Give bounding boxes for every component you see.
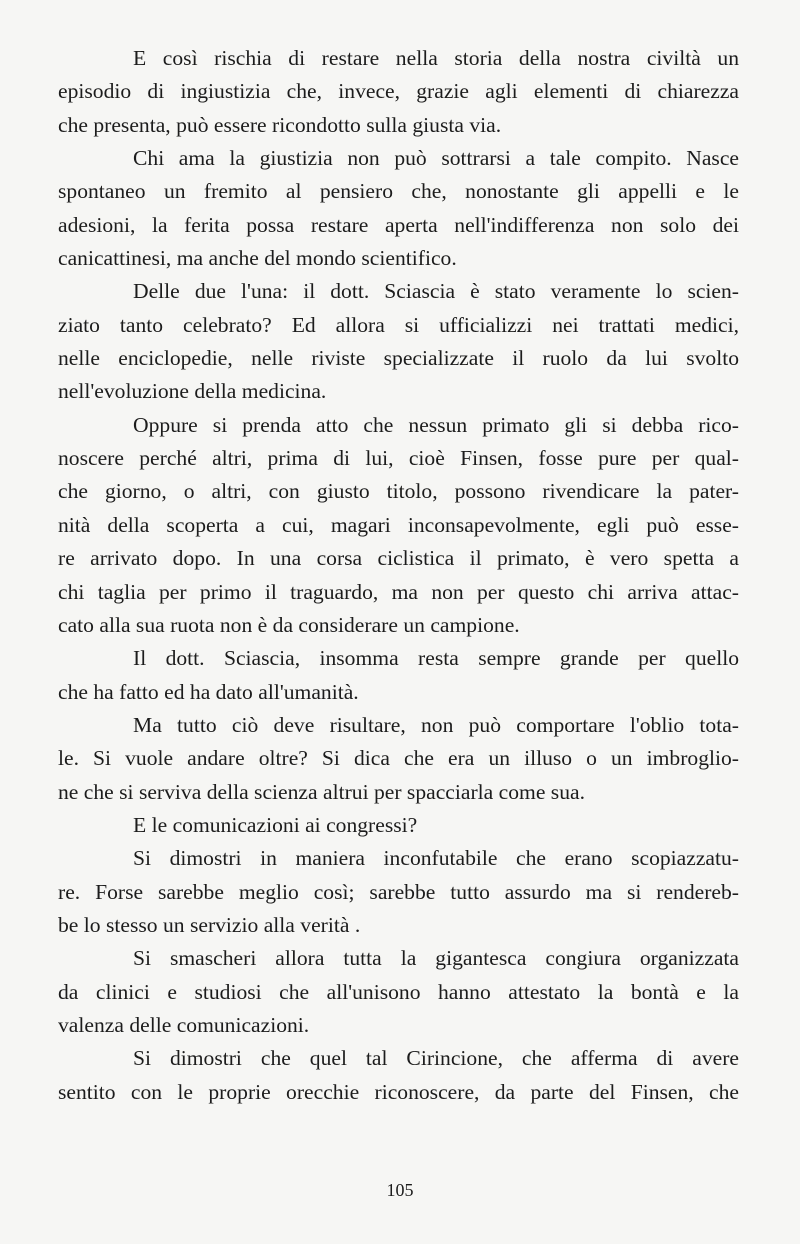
text-line: sentito con le proprie orecchie riconoscere, da parte del Finsen, che: [58, 1079, 739, 1104]
text-line: che giorno, o altri, con giusto titolo, possono rivendicare la pater-: [58, 479, 739, 504]
text-line: adesioni, la ferita possa restare aperta nell'indifferenza non solo dei: [58, 212, 739, 237]
page-number: 105: [386, 1180, 414, 1200]
text-line: che presenta, può essere ricondotto sulla giusta via.: [58, 112, 502, 137]
text-line: E così rischia di restare nella storia della nostra civiltà un: [133, 46, 739, 70]
text-line: ziato tanto celebrato? Ed allora si ufficializzi nei trattati medici,: [58, 312, 739, 337]
text-line: Si dimostri in maniera inconfutabile che erano scopiazzatu-: [133, 846, 739, 871]
text-line: canicattinesi, ma anche del mondo scientifico.: [58, 246, 457, 271]
text-line: chi taglia per primo il traguardo, ma non per questo chi arriva attac-: [58, 579, 739, 604]
text-line: Oppure si prenda atto che nessun primato gli si debba rico-: [133, 412, 739, 437]
text-line: cato alla sua ruota non è da considerare un campione.: [58, 612, 520, 637]
text-line: nità della scoperta a cui, magari inconsapevolmente, egli può esse-: [58, 512, 739, 537]
text-line: episodio di ingiustizia che, invece, grazie agli elementi di chiarezza: [58, 79, 739, 104]
body-text: [58, 42, 739, 1109]
text-line: Chi ama la giustizia non può sottrarsi a tale compito. Nasce: [133, 146, 739, 171]
text-line: re arrivato dopo. In una corsa ciclistica il primato, è vero spetta a: [58, 546, 739, 571]
text-line: E le comunicazioni ai congressi?: [133, 812, 418, 837]
text-line: le. Si vuole andare oltre? Si dica che era un illuso o un imbroglio-: [58, 746, 739, 771]
text-line: noscere perché altri, prima di lui, cioè Finsen, fosse pure per qual-: [58, 446, 739, 471]
text-line: Delle due l'una: il dott. Sciascia è stato veramente lo scien-: [133, 279, 739, 304]
text-line: da clinici e studiosi che all'unisono hanno attestato la bontà e la: [58, 979, 739, 1004]
text-line: ne che si serviva della scienza altrui per spacciarla come sua.: [58, 779, 585, 804]
text-line: nelle enciclopedie, nelle riviste specializzate il ruolo da lui svolto: [58, 346, 739, 371]
text-line: nell'evoluzione della medicina.: [58, 379, 327, 404]
text-line: Si smascheri allora tutta la gigantesca congiura organizzata: [133, 946, 739, 971]
text-line: Ma tutto ciò deve risultare, non può comportare l'oblio tota-: [133, 712, 739, 737]
text-line: che ha fatto ed ha dato all'umanità.: [58, 679, 359, 704]
text-line: Si dimostri che quel tal Cirincione, che afferma di avere: [133, 1046, 739, 1071]
text-line: be lo stesso un servizio alla verità .: [58, 912, 361, 937]
text-line: re. Forse sarebbe meglio così; sarebbe tutto assurdo ma si rendereb-: [58, 879, 739, 904]
text-line: spontaneo un fremito al pensiero che, nonostante gli appelli e le: [58, 179, 739, 204]
text-line: valenza delle comunicazioni.: [58, 1012, 310, 1037]
text-line: Il dott. Sciascia, insomma resta sempre grande per quello: [133, 646, 739, 671]
